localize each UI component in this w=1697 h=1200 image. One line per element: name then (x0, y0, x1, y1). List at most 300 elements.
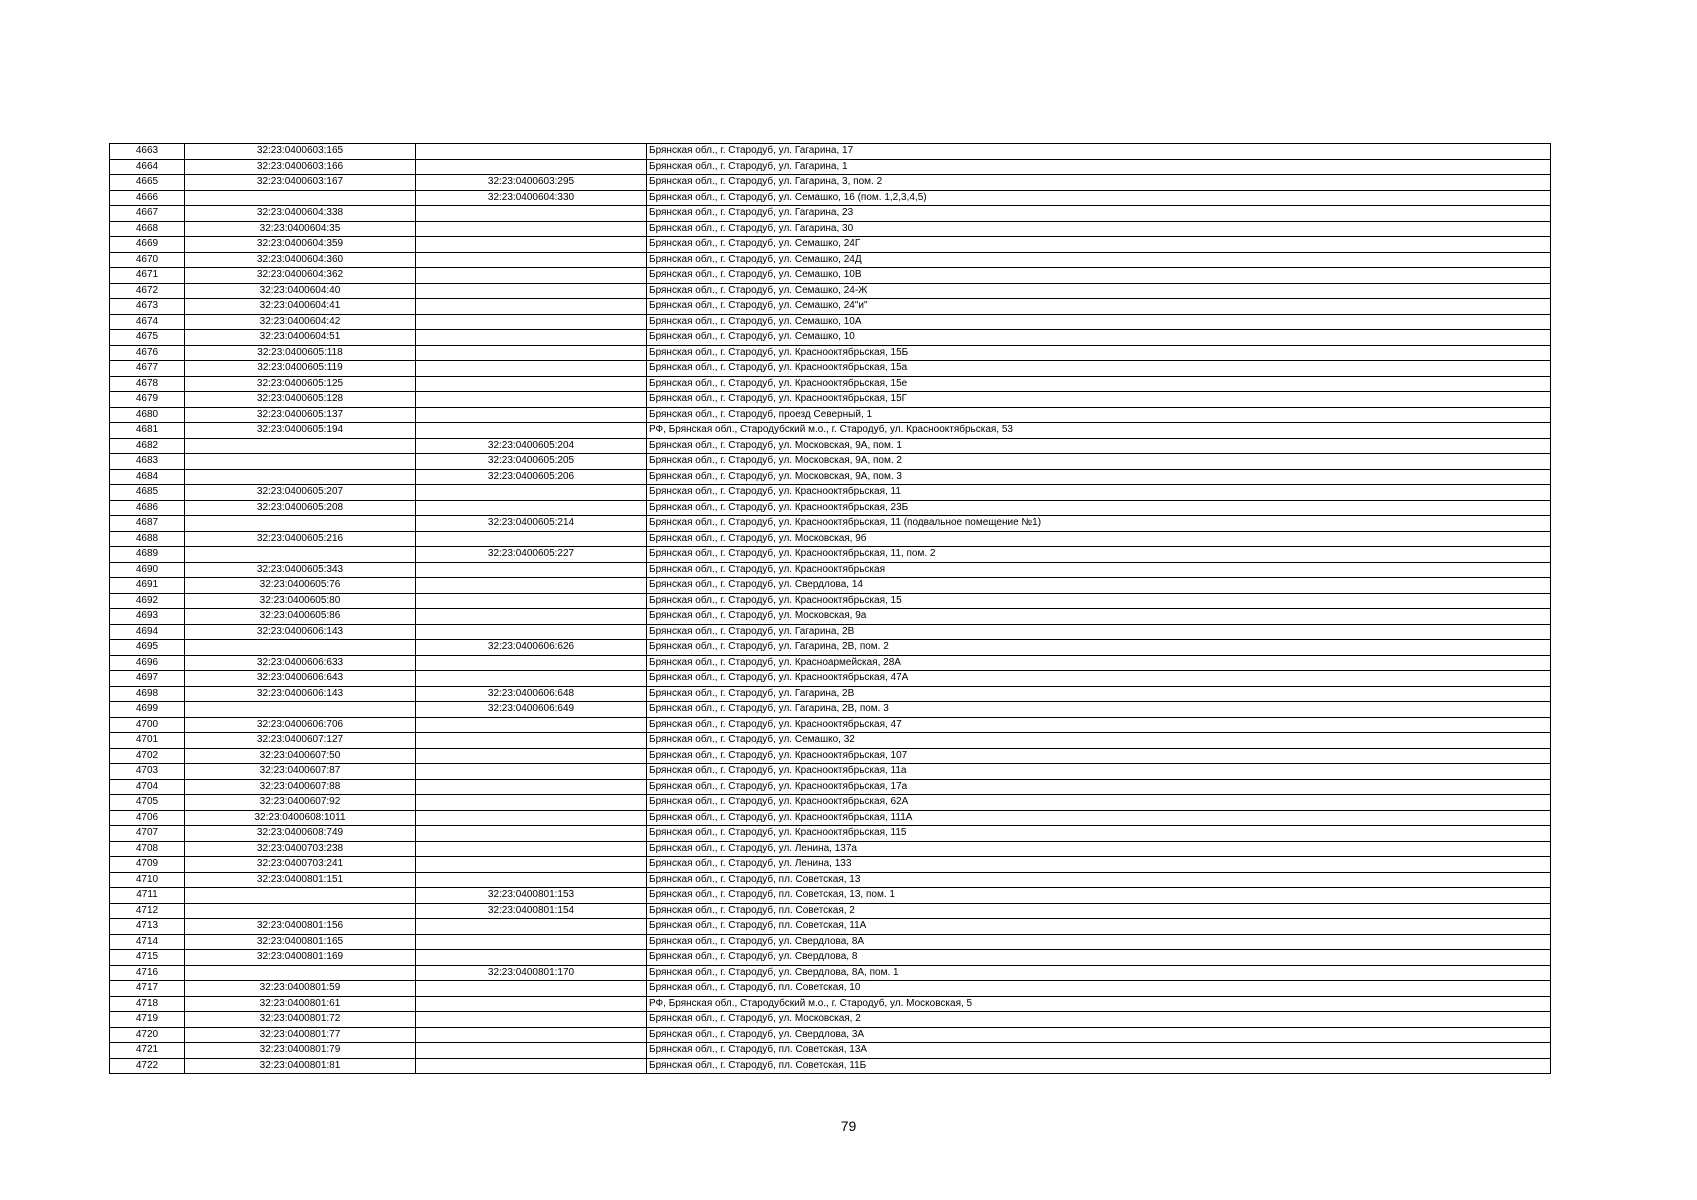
row-number-cell: 4691 (110, 578, 185, 594)
table-row (110, 175, 1551, 191)
object-number-cell: 32:23:0400801:154 (416, 903, 647, 919)
row-number-cell: 4674 (110, 314, 185, 330)
table-row (110, 283, 1551, 299)
cadastral-number-cell: 32:23:0400607:87 (185, 764, 416, 780)
object-number-cell (416, 593, 647, 609)
table-row (110, 144, 1551, 160)
page-number: 79 (840, 1118, 857, 1134)
row-number-cell: 4693 (110, 609, 185, 625)
table-row (110, 1043, 1551, 1059)
address-cell: Брянская обл., г. Стародуб, ул. Краснооктябрьская, 11 (подвальное помещение №1) (647, 516, 1551, 532)
object-number-cell (416, 252, 647, 268)
address-cell: Брянская обл., г. Стародуб, пл. Советская, 13А (647, 1043, 1551, 1059)
row-number-cell: 4663 (110, 144, 185, 160)
address-cell: Брянская обл., г. Стародуб, пл. Советская, 13, пом. 1 (647, 888, 1551, 904)
row-number-cell: 4710 (110, 872, 185, 888)
row-number-cell: 4700 (110, 717, 185, 733)
cadastral-number-cell: 32:23:0400603:167 (185, 175, 416, 191)
table-row (110, 640, 1551, 656)
address-cell: Брянская обл., г. Стародуб, ул. Семашко, 24"и" (647, 299, 1551, 315)
object-number-cell (416, 609, 647, 625)
cadastral-number-cell: 32:23:0400801:61 (185, 996, 416, 1012)
table-row (110, 314, 1551, 330)
row-number-cell: 4669 (110, 237, 185, 253)
row-number-cell: 4718 (110, 996, 185, 1012)
address-cell: Брянская обл., г. Стародуб, пл. Советская, 10 (647, 981, 1551, 997)
cadastral-number-cell (185, 454, 416, 470)
object-number-cell (416, 237, 647, 253)
address-cell: Брянская обл., г. Стародуб, ул. Московская, 9б (647, 531, 1551, 547)
table-row (110, 221, 1551, 237)
address-cell: Брянская обл., г. Стародуб, ул. Краснооктябрьская, 17а (647, 779, 1551, 795)
address-cell: Брянская обл., г. Стародуб, ул. Ленина, 133 (647, 857, 1551, 873)
row-number-cell: 4673 (110, 299, 185, 315)
object-number-cell (416, 206, 647, 222)
row-number-cell: 4704 (110, 779, 185, 795)
cadastral-number-cell: 32:23:0400801:156 (185, 919, 416, 935)
object-number-cell (416, 950, 647, 966)
table-row (110, 981, 1551, 997)
object-number-cell (416, 392, 647, 408)
cadastral-number-cell: 32:23:0400607:50 (185, 748, 416, 764)
row-number-cell: 4675 (110, 330, 185, 346)
address-cell: Брянская обл., г. Стародуб, проезд Северный, 1 (647, 407, 1551, 423)
row-number-cell: 4689 (110, 547, 185, 563)
object-number-cell (416, 330, 647, 346)
row-number-cell: 4684 (110, 469, 185, 485)
row-number-cell: 4666 (110, 190, 185, 206)
table-row (110, 423, 1551, 439)
cadastral-number-cell (185, 547, 416, 563)
table-row (110, 919, 1551, 935)
row-number-cell: 4672 (110, 283, 185, 299)
table-row (110, 330, 1551, 346)
object-number-cell (416, 144, 647, 160)
cadastral-number-cell: 32:23:0400607:127 (185, 733, 416, 749)
address-cell: Брянская обл., г. Стародуб, ул. Краснооктябрьская (647, 562, 1551, 578)
registry-table (109, 143, 1551, 1074)
row-number-cell: 4681 (110, 423, 185, 439)
row-number-cell: 4702 (110, 748, 185, 764)
cadastral-number-cell: 32:23:0400605:343 (185, 562, 416, 578)
cadastral-number-cell (185, 469, 416, 485)
table-row (110, 702, 1551, 718)
cadastral-number-cell: 32:23:0400606:706 (185, 717, 416, 733)
table-row (110, 764, 1551, 780)
cadastral-number-cell: 32:23:0400605:86 (185, 609, 416, 625)
object-number-cell (416, 934, 647, 950)
row-number-cell: 4697 (110, 671, 185, 687)
row-number-cell: 4688 (110, 531, 185, 547)
table-row (110, 903, 1551, 919)
object-number-cell (416, 655, 647, 671)
cadastral-number-cell (185, 903, 416, 919)
table-row (110, 562, 1551, 578)
row-number-cell: 4690 (110, 562, 185, 578)
cadastral-number-cell: 32:23:0400605:137 (185, 407, 416, 423)
row-number-cell: 4678 (110, 376, 185, 392)
address-cell: Брянская обл., г. Стародуб, ул. Семашко, 24-Ж (647, 283, 1551, 299)
object-number-cell (416, 314, 647, 330)
cadastral-number-cell: 32:23:0400605:119 (185, 361, 416, 377)
address-cell: Брянская обл., г. Стародуб, ул. Гагарина, 2В (647, 686, 1551, 702)
object-number-cell (416, 1012, 647, 1028)
cadastral-number-cell: 32:23:0400606:143 (185, 624, 416, 640)
cadastral-number-cell: 32:23:0400604:362 (185, 268, 416, 284)
address-cell: Брянская обл., г. Стародуб, ул. Свердлова, 3А (647, 1027, 1551, 1043)
cadastral-number-cell: 32:23:0400604:51 (185, 330, 416, 346)
address-cell: Брянская обл., г. Стародуб, ул. Семашко, 10В (647, 268, 1551, 284)
row-number-cell: 4685 (110, 485, 185, 501)
address-cell: Брянская обл., г. Стародуб, ул. Краснооктябрьская, 15а (647, 361, 1551, 377)
cadastral-number-cell: 32:23:0400703:238 (185, 841, 416, 857)
object-number-cell (416, 795, 647, 811)
object-number-cell: 32:23:0400606:648 (416, 686, 647, 702)
cadastral-number-cell: 32:23:0400608:749 (185, 826, 416, 842)
row-number-cell: 4722 (110, 1058, 185, 1074)
table-row (110, 1058, 1551, 1074)
row-number-cell: 4699 (110, 702, 185, 718)
address-cell: РФ, Брянская обл., Стародубский м.о., г. Стародуб, ул. Московская, 5 (647, 996, 1551, 1012)
cadastral-number-cell: 32:23:0400801:151 (185, 872, 416, 888)
object-number-cell (416, 1058, 647, 1074)
address-cell: Брянская обл., г. Стародуб, ул. Краснооктябрьская, 47А (647, 671, 1551, 687)
object-number-cell (416, 345, 647, 361)
cadastral-number-cell: 32:23:0400607:92 (185, 795, 416, 811)
object-number-cell: 32:23:0400605:206 (416, 469, 647, 485)
table-row (110, 609, 1551, 625)
row-number-cell: 4664 (110, 159, 185, 175)
table-row (110, 438, 1551, 454)
cadastral-number-cell: 32:23:0400605:125 (185, 376, 416, 392)
cadastral-number-cell: 32:23:0400603:165 (185, 144, 416, 160)
row-number-cell: 4707 (110, 826, 185, 842)
row-number-cell: 4677 (110, 361, 185, 377)
object-number-cell: 32:23:0400605:204 (416, 438, 647, 454)
table-row (110, 407, 1551, 423)
address-cell: Брянская обл., г. Стародуб, ул. Ленина, 137а (647, 841, 1551, 857)
table-row (110, 795, 1551, 811)
table-row (110, 345, 1551, 361)
object-number-cell (416, 826, 647, 842)
cadastral-number-cell: 32:23:0400606:643 (185, 671, 416, 687)
address-cell: Брянская обл., г. Стародуб, пл. Советская, 13 (647, 872, 1551, 888)
table-row (110, 810, 1551, 826)
row-number-cell: 4706 (110, 810, 185, 826)
object-number-cell (416, 500, 647, 516)
row-number-cell: 4695 (110, 640, 185, 656)
address-cell: Брянская обл., г. Стародуб, ул. Московская, 9а (647, 609, 1551, 625)
table-row (110, 531, 1551, 547)
table-row (110, 950, 1551, 966)
cadastral-number-cell: 32:23:0400801:72 (185, 1012, 416, 1028)
table-row (110, 578, 1551, 594)
object-number-cell (416, 779, 647, 795)
address-cell: Брянская обл., г. Стародуб, ул. Краснооктябрьская, 11, пом. 2 (647, 547, 1551, 563)
object-number-cell (416, 981, 647, 997)
table-row (110, 1012, 1551, 1028)
row-number-cell: 4701 (110, 733, 185, 749)
row-number-cell: 4721 (110, 1043, 185, 1059)
address-cell: РФ, Брянская обл., Стародубский м.о., г. Стародуб, ул. Краснооктябрьская, 53 (647, 423, 1551, 439)
cadastral-number-cell (185, 965, 416, 981)
address-cell: Брянская обл., г. Стародуб, ул. Гагарина, 3, пом. 2 (647, 175, 1551, 191)
object-number-cell: 32:23:0400605:227 (416, 547, 647, 563)
table-row (110, 237, 1551, 253)
cadastral-number-cell: 32:23:0400606:143 (185, 686, 416, 702)
table-row (110, 376, 1551, 392)
row-number-cell: 4670 (110, 252, 185, 268)
object-number-cell (416, 485, 647, 501)
table-row (110, 593, 1551, 609)
table-row (110, 485, 1551, 501)
address-cell: Брянская обл., г. Стародуб, ул. Семашко, 16 (пом. 1,2,3,4,5) (647, 190, 1551, 206)
table-row (110, 299, 1551, 315)
object-number-cell (416, 159, 647, 175)
address-cell: Брянская обл., г. Стародуб, ул. Семашко, 24Д (647, 252, 1551, 268)
row-number-cell: 4717 (110, 981, 185, 997)
object-number-cell (416, 748, 647, 764)
object-number-cell: 32:23:0400606:626 (416, 640, 647, 656)
cadastral-number-cell: 32:23:0400604:360 (185, 252, 416, 268)
address-cell: Брянская обл., г. Стародуб, ул. Краснооктябрьская, 107 (647, 748, 1551, 764)
cadastral-number-cell: 32:23:0400604:338 (185, 206, 416, 222)
address-cell: Брянская обл., г. Стародуб, ул. Краснооктябрьская, 11 (647, 485, 1551, 501)
address-cell: Брянская обл., г. Стародуб, ул. Красноармейская, 28А (647, 655, 1551, 671)
object-number-cell (416, 996, 647, 1012)
row-number-cell: 4705 (110, 795, 185, 811)
cadastral-number-cell: 32:23:0400604:359 (185, 237, 416, 253)
cadastral-number-cell (185, 888, 416, 904)
row-number-cell: 4667 (110, 206, 185, 222)
address-cell: Брянская обл., г. Стародуб, ул. Краснооктябрьская, 15е (647, 376, 1551, 392)
cadastral-number-cell (185, 640, 416, 656)
cadastral-number-cell (185, 516, 416, 532)
address-cell: Брянская обл., г. Стародуб, ул. Семашко, 10А (647, 314, 1551, 330)
cadastral-number-cell: 32:23:0400605:194 (185, 423, 416, 439)
address-cell: Брянская обл., г. Стародуб, ул. Краснооктябрьская, 15Б (647, 345, 1551, 361)
cadastral-number-cell: 32:23:0400801:59 (185, 981, 416, 997)
object-number-cell (416, 361, 647, 377)
row-number-cell: 4698 (110, 686, 185, 702)
address-cell: Брянская обл., г. Стародуб, ул. Гагарина, 30 (647, 221, 1551, 237)
table-row (110, 872, 1551, 888)
object-number-cell: 32:23:0400801:170 (416, 965, 647, 981)
address-cell: Брянская обл., г. Стародуб, пл. Советская, 11Б (647, 1058, 1551, 1074)
table-row (110, 826, 1551, 842)
row-number-cell: 4676 (110, 345, 185, 361)
address-cell: Брянская обл., г. Стародуб, ул. Краснооктябрьская, 115 (647, 826, 1551, 842)
address-cell: Брянская обл., г. Стародуб, ул. Гагарина, 2В, пом. 3 (647, 702, 1551, 718)
object-number-cell (416, 1043, 647, 1059)
object-number-cell (416, 1027, 647, 1043)
table-row (110, 500, 1551, 516)
cadastral-number-cell (185, 190, 416, 206)
table-row (110, 469, 1551, 485)
row-number-cell: 4720 (110, 1027, 185, 1043)
object-number-cell (416, 578, 647, 594)
address-cell: Брянская обл., г. Стародуб, ул. Гагарина, 23 (647, 206, 1551, 222)
table-row (110, 857, 1551, 873)
object-number-cell (416, 376, 647, 392)
object-number-cell (416, 717, 647, 733)
row-number-cell: 4665 (110, 175, 185, 191)
row-number-cell: 4703 (110, 764, 185, 780)
object-number-cell: 32:23:0400605:214 (416, 516, 647, 532)
object-number-cell (416, 562, 647, 578)
object-number-cell: 32:23:0400606:649 (416, 702, 647, 718)
cadastral-number-cell: 32:23:0400604:41 (185, 299, 416, 315)
address-cell: Брянская обл., г. Стародуб, ул. Краснооктябрьская, 47 (647, 717, 1551, 733)
table-row (110, 624, 1551, 640)
table-row (110, 748, 1551, 764)
address-cell: Брянская обл., г. Стародуб, ул. Свердлова, 8 (647, 950, 1551, 966)
row-number-cell: 4687 (110, 516, 185, 532)
object-number-cell (416, 407, 647, 423)
cadastral-number-cell: 32:23:0400608:1011 (185, 810, 416, 826)
table-row (110, 779, 1551, 795)
object-number-cell: 32:23:0400605:205 (416, 454, 647, 470)
address-cell: Брянская обл., г. Стародуб, ул. Свердлова, 8А, пом. 1 (647, 965, 1551, 981)
table-row (110, 655, 1551, 671)
object-number-cell: 32:23:0400603:295 (416, 175, 647, 191)
cadastral-number-cell: 32:23:0400605:76 (185, 578, 416, 594)
address-cell: Брянская обл., г. Стародуб, ул. Свердлова, 14 (647, 578, 1551, 594)
table-row (110, 1027, 1551, 1043)
object-number-cell (416, 624, 647, 640)
table-row (110, 547, 1551, 563)
cadastral-number-cell: 32:23:0400603:166 (185, 159, 416, 175)
cadastral-number-cell: 32:23:0400605:80 (185, 593, 416, 609)
object-number-cell (416, 423, 647, 439)
table-row (110, 965, 1551, 981)
cadastral-number-cell: 32:23:0400605:216 (185, 531, 416, 547)
object-number-cell (416, 919, 647, 935)
table-row (110, 361, 1551, 377)
address-cell: Брянская обл., г. Стародуб, ул. Московская, 2 (647, 1012, 1551, 1028)
object-number-cell (416, 283, 647, 299)
address-cell: Брянская обл., г. Стародуб, ул. Семашко, 10 (647, 330, 1551, 346)
cadastral-number-cell: 32:23:0400605:208 (185, 500, 416, 516)
object-number-cell (416, 299, 647, 315)
table-row (110, 888, 1551, 904)
cadastral-number-cell: 32:23:0400605:128 (185, 392, 416, 408)
address-cell: Брянская обл., г. Стародуб, ул. Московская, 9А, пом. 3 (647, 469, 1551, 485)
cadastral-number-cell: 32:23:0400604:35 (185, 221, 416, 237)
object-number-cell (416, 841, 647, 857)
object-number-cell (416, 221, 647, 237)
object-number-cell (416, 671, 647, 687)
address-cell: Брянская обл., г. Стародуб, ул. Свердлова, 8А (647, 934, 1551, 950)
object-number-cell: 32:23:0400801:153 (416, 888, 647, 904)
object-number-cell: 32:23:0400604:330 (416, 190, 647, 206)
cadastral-number-cell: 32:23:0400607:88 (185, 779, 416, 795)
address-cell: Брянская обл., г. Стародуб, пл. Советская, 2 (647, 903, 1551, 919)
address-cell: Брянская обл., г. Стародуб, ул. Гагарина, 1 (647, 159, 1551, 175)
row-number-cell: 4671 (110, 268, 185, 284)
row-number-cell: 4714 (110, 934, 185, 950)
address-cell: Брянская обл., г. Стародуб, ул. Гагарина, 2В (647, 624, 1551, 640)
cadastral-number-cell: 32:23:0400801:77 (185, 1027, 416, 1043)
table-row (110, 190, 1551, 206)
object-number-cell (416, 531, 647, 547)
cadastral-number-cell: 32:23:0400604:40 (185, 283, 416, 299)
address-cell: Брянская обл., г. Стародуб, ул. Краснооктябрьская, 62А (647, 795, 1551, 811)
table-row (110, 268, 1551, 284)
object-number-cell (416, 764, 647, 780)
address-cell: Брянская обл., г. Стародуб, ул. Краснооктябрьская, 15 (647, 593, 1551, 609)
object-number-cell (416, 733, 647, 749)
cadastral-number-cell: 32:23:0400605:118 (185, 345, 416, 361)
row-number-cell: 4708 (110, 841, 185, 857)
table-row (110, 454, 1551, 470)
cadastral-number-cell: 32:23:0400801:165 (185, 934, 416, 950)
address-cell: Брянская обл., г. Стародуб, ул. Семашко, 24Г (647, 237, 1551, 253)
row-number-cell: 4680 (110, 407, 185, 423)
address-cell: Брянская обл., г. Стародуб, пл. Советская, 11А (647, 919, 1551, 935)
cadastral-number-cell (185, 702, 416, 718)
table-row (110, 671, 1551, 687)
row-number-cell: 4696 (110, 655, 185, 671)
address-cell: Брянская обл., г. Стародуб, ул. Краснооктябрьская, 111А (647, 810, 1551, 826)
cadastral-number-cell (185, 438, 416, 454)
row-number-cell: 4686 (110, 500, 185, 516)
address-cell: Брянская обл., г. Стародуб, ул. Краснооктябрьская, 15Г (647, 392, 1551, 408)
cadastral-number-cell: 32:23:0400604:42 (185, 314, 416, 330)
table-row (110, 686, 1551, 702)
cadastral-number-cell: 32:23:0400801:79 (185, 1043, 416, 1059)
row-number-cell: 4682 (110, 438, 185, 454)
table-row (110, 206, 1551, 222)
cadastral-number-cell: 32:23:0400606:633 (185, 655, 416, 671)
address-cell: Брянская обл., г. Стародуб, ул. Краснооктябрьская, 11а (647, 764, 1551, 780)
cadastral-number-cell: 32:23:0400801:81 (185, 1058, 416, 1074)
row-number-cell: 4709 (110, 857, 185, 873)
address-cell: Брянская обл., г. Стародуб, ул. Московская, 9А, пом. 2 (647, 454, 1551, 470)
row-number-cell: 4715 (110, 950, 185, 966)
row-number-cell: 4692 (110, 593, 185, 609)
object-number-cell (416, 268, 647, 284)
row-number-cell: 4711 (110, 888, 185, 904)
table-row (110, 733, 1551, 749)
row-number-cell: 4694 (110, 624, 185, 640)
address-cell: Брянская обл., г. Стародуб, ул. Гагарина, 2В, пом. 2 (647, 640, 1551, 656)
row-number-cell: 4683 (110, 454, 185, 470)
row-number-cell: 4713 (110, 919, 185, 935)
address-cell: Брянская обл., г. Стародуб, ул. Семашко, 32 (647, 733, 1551, 749)
object-number-cell (416, 872, 647, 888)
row-number-cell: 4679 (110, 392, 185, 408)
table-row (110, 717, 1551, 733)
row-number-cell: 4716 (110, 965, 185, 981)
registry-table-body (110, 144, 1551, 1074)
table-row (110, 934, 1551, 950)
address-cell: Брянская обл., г. Стародуб, ул. Краснооктябрьская, 23Б (647, 500, 1551, 516)
object-number-cell (416, 810, 647, 826)
address-cell: Брянская обл., г. Стародуб, ул. Гагарина, 17 (647, 144, 1551, 160)
object-number-cell (416, 857, 647, 873)
address-cell: Брянская обл., г. Стародуб, ул. Московская, 9А, пом. 1 (647, 438, 1551, 454)
table-row (110, 996, 1551, 1012)
table-row (110, 159, 1551, 175)
cadastral-number-cell: 32:23:0400703:241 (185, 857, 416, 873)
row-number-cell: 4712 (110, 903, 185, 919)
cadastral-number-cell: 32:23:0400605:207 (185, 485, 416, 501)
row-number-cell: 4719 (110, 1012, 185, 1028)
table-row (110, 392, 1551, 408)
cadastral-number-cell: 32:23:0400801:169 (185, 950, 416, 966)
row-number-cell: 4668 (110, 221, 185, 237)
